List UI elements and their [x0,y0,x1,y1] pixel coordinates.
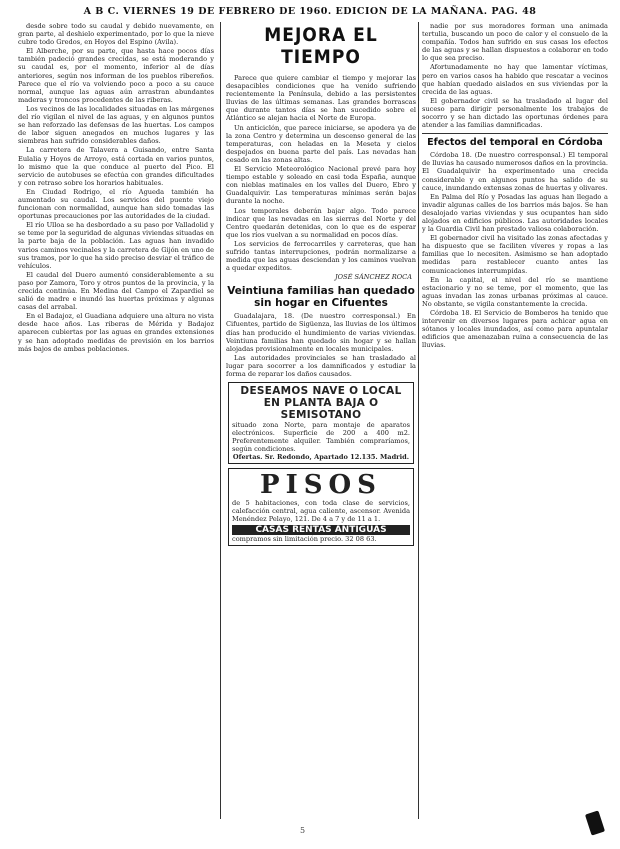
column-right [422,22,608,819]
article-paragraph: El caudal del Duero aumentó considerablemente a su paso por Zamora, Toro y otros puntos de la provincia, y la crecida continúa. En Medina del Campo el Zapardiel se salió de madre e inundó las huertas próximas y algunas casas del arrabal. [18,270,214,312]
article-paragraph: En el Badajoz, el Guadiana adquiere una altura no vista desde hace años. Las riberas de Mérida y Badajoz aparecen cubiertas por las aguas en grandes extensiones y se han adoptado medidas de previsión en los barrios más bajos de ambas poblaciones. [18,312,214,353]
article-paragraph: En la capital, el nivel del río se mantiene estacionario y no se teme, por el momento, que las aguas invadan las zonas urbanas próximas al cauce. No obstante, se vigila constantemente la crecida. [422,275,608,308]
article-paragraph: El río Ulloa se ha desbordado a su paso por Valladolid y se teme por la seguridad de algunas viviendas situadas en la parte baja de la población. Las aguas han invadido varios caminos vecinales y la carretera de Gijón en uno de sus tramos, por lo que ha sido preciso desviar el tráfico de vehículos. [18,221,214,270]
article-paragraph: Córdoba 18. (De nuestro corresponsal.) El temporal de lluvias ha causado numerosos daños en la provincia. El Guadalquivir ha experimentado una crecida considerable y en algunos puntos ha salido de su cauce, inundando extensas zonas de huertas y olivares. [422,151,608,192]
classified-ad-pisos [228,468,414,546]
article-paragraph: El Alberche, por su parte, que hasta hace pocos días también padeció grandes crecidas, se está moderando y su caudal es, por el momento, inferior al de días anteriores, según nos informan de los pueblos ribereños. Parece que el río va volviendo poco a poco a su cauce normal, aunque las aguas aún arrastran abundantes maderas y troncos procedentes de las riberas. [18,47,214,104]
article-paragraph: Las autoridades provinciales se han trasladado al lugar para socorrer a los damnificados y estudiar la forma de reparar los daños causados. [226,353,416,378]
page-header: A B C. VIERNES 19 DE FEBRERO DE 1960. EDICION DE LA MAÑANA. PAG. 48 [83,6,537,17]
article-paragraph: Parece que quiere cambiar el tiempo y mejorar las desapacibles condiciones que ha venido sufriendo recientemente la Península, debido a las persistentes lluvias de las últimas semanas. Las grandes borrascas que durante tantos días se han sucedido sobre el Atlántico se alejan hacia el Norte de Europa. [226,74,416,123]
article-paragraph: Afortunadamente no hay que lamentar víctimas, pero en varios casos ha habido que rescatar a vecinos que habían quedado aislados en sus viviendas por la crecida de las aguas. [422,63,608,96]
headline-mejora-tiempo: MEJORA EL TIEMPO [264,24,378,68]
ad-body: compramos sin limitación precio. 32 08 63. [232,535,377,544]
ad-title: DESEAMOS NAVE O LOCAL EN PLANTA BAJA O SEMISOTANO [240,385,402,422]
article-paragraph: Guadalajara, 18. (De nuestro corresponsal.) En Cifuentes, partido de Sigüenza, las lluvias de los últimos días han producido el hundimiento de varias viviendas. Veintiuna familias han quedado sin hogar y se hallan alojadas provisionalmente en locales municipales. [226,312,416,353]
page-footer-mark: 5 [300,826,306,835]
article-paragraph: Los temporales deberán bajar algo. Todo parece indicar que las nevadas en las sierras del Norte y del Centro quedarán detenidas, con lo que es de esperar que los ríos vuelvan a su normalidad en pocos días. [226,206,416,239]
article-paragraph: Córdoba 18. El Servicio de Bomberos ha tenido que intervenir en diversos lugares para achicar agua en sótanos y locales inundados, así como para apuntalar edificios que amenazaban ruina a consecuencia de las lluvias. [422,309,608,350]
ad-body: de 5 habitaciones, con toda clase de servicios, calefacción central, agua caliente, ascensor. Avenida Menéndez Pelayo, 121. De 4 a 7 y de 11 a 1. [232,499,410,524]
column-rule [220,22,221,819]
article-paragraph: El gobernador civil ha visitado las zonas afectadas y ha dispuesto que se faciliten víveres y ropas a las familias que lo necesiten. Asimismo se han adoptado medidas para restablecer cuanto antes las comunicaciones interrumpidas. [422,234,608,275]
classified-ad-nave [228,382,414,464]
article-paragraph: desde sobre todo su caudal y debido nuevamente, en gran parte, al deshielo experimentado, por lo que la nieve cubre todo Gredos, en Hoyos del Espino (Avila). [18,22,214,47]
ad-title: PISOS [260,470,382,501]
article-paragraph: Un anticiclón, que parece iniciarse, se apodera ya de la zona Centro y determina un descenso general de las temperaturas, con heladas en la Meseta y cielos despejados en buena parte del país. Las nevadas han cesado en las zonas altas. [226,123,416,164]
column-center [226,22,416,819]
column-rule [418,22,419,819]
article-paragraph: El gobernador civil se ha trasladado al lugar del suceso para dirigir personalmente los trabajos de socorro y se han dictado las oportunas órdenes para atender a las familias damnificadas. [422,96,608,130]
article-paragraph: La carretera de Talavera a Guisando, entre Santa Eulalia y Hoyos de Arroyo, está cortada en varios puntos, lo mismo que la que conduce al puerto del Pico. El servicio de autobuses se efectúa con grandes dificultades y con retraso sobre los horarios habituales. [18,146,214,187]
ad-strip: CASAS RENTAS ANTIGUAS [232,525,410,535]
column-left [18,22,214,819]
ad-contact: Ofertas. Sr. Redondo, Apartado 12.135. Madrid. [232,453,410,462]
article-paragraph: Los vecinos de las localidades situadas en las márgenes del río vigilan el nivel de las aguas, y en algunos puntos se han reforzado las defensas de las huertas. Los campos de labor siguen anegados en muchos lugares y las siembras han sufrido considerables daños. [18,104,214,146]
article-paragraph: El Servicio Meteorológico Nacional prevé para hoy tiempo estable y soleado en casi toda España, aunque con nieblas matinales en los valles del Duero, Ebro y Guadalquivir. Las temperaturas mínimas serán bajas durante la noche. [226,165,416,206]
ad-body: situado zona Norte, para montaje de aparatos electrónicos. Superficie de 200 a 400 m2. Preferentemente alquiler. También compraríamos, según condiciones. [232,421,410,454]
article-paragraph: En Palma del Río y Posadas las aguas han llegado a invadir algunas calles de los barrios más bajos. Se han desalojado varias viviendas y sus ocupantes han sido alojados en edificios públicos. Las autoridades locales y la Guardia Civil han prestado valiosa colaboración. [422,192,608,234]
article-paragraph: Los servicios de ferrocarriles y carreteras, que han sufrido tantas interrupciones, podrán normalizarse a medida que las aguas desciendan y los caminos vuelvan a quedar expeditos. [226,239,416,273]
article-paragraph: nadie por sus moradores forman una animada tertulia, buscando un poco de calor y el consuelo de la compañía. Todos han sufrido en sus casas los efectos de las aguas y se hallan dispuestos a colaborar en todo lo que sea preciso. [422,22,608,63]
article-paragraph: En Ciudad Rodrigo, el río Agueda también ha aumentado su caudal. Los servicios del puente viejo funcionan con normalidad, aunque han sido tomadas las oportunas precauciones por las autoridades de la ciudad. [18,187,214,221]
author-signature: JOSÉ SÁNCHEZ ROCA [335,273,412,282]
headline-cordoba: Efectos del temporal en Córdoba [422,133,608,148]
headline-cifuentes: Veintiuna familias han quedado sin hogar en Cifuentes [227,285,415,310]
